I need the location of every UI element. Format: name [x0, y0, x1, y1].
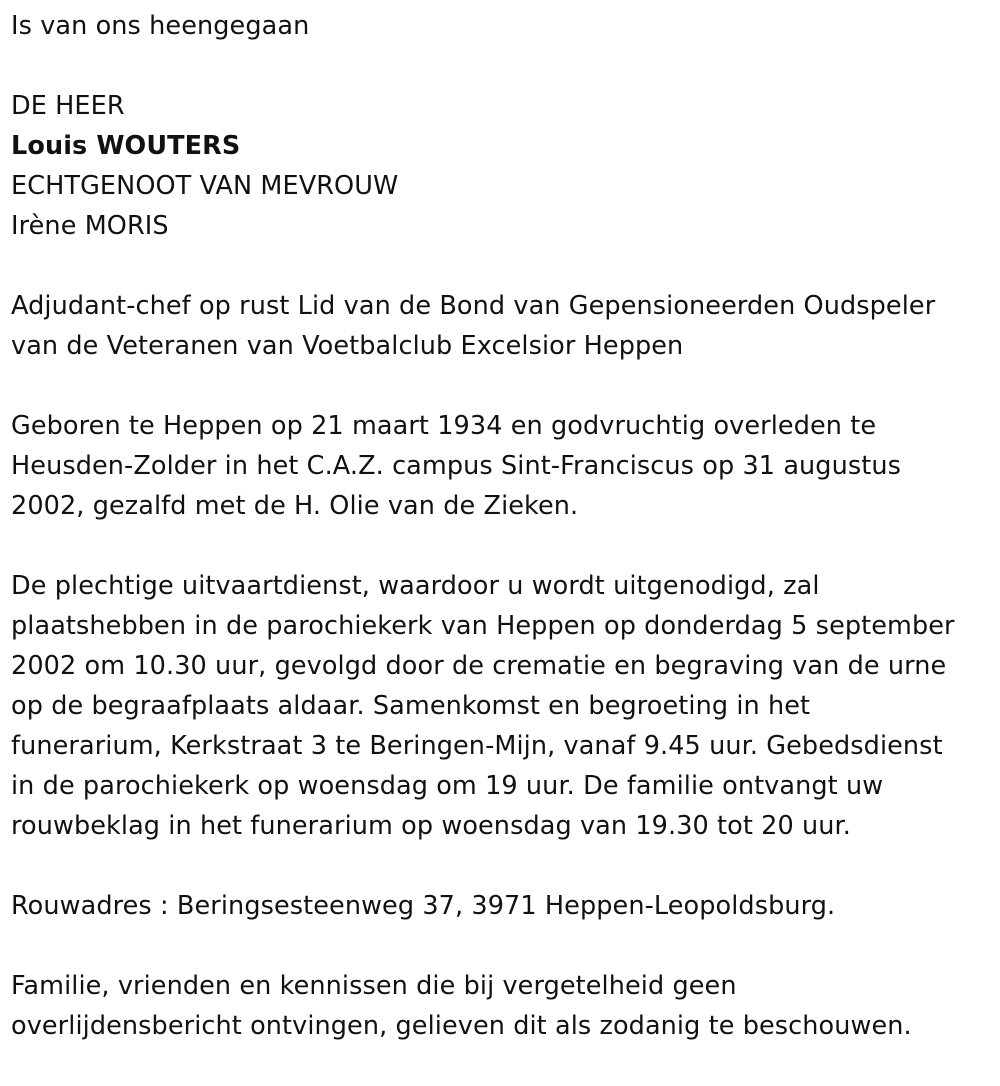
deceased-name: Louis WOUTERS: [11, 131, 241, 161]
biography-paragraph: [11, 286, 991, 366]
paragraph-line: De plechtige uitvaartdienst, waardoor u wordt uitgenodigd, zal: [11, 571, 820, 601]
death-notice: [11, 6, 991, 1046]
intro-text: Is van ons heengegaan: [11, 11, 310, 41]
spacer: [11, 246, 991, 286]
paragraph-line: in de parochiekerk op woensdag om 19 uur. De familie ontvangt uw: [11, 771, 884, 801]
closing-paragraph: [11, 966, 991, 1046]
spacer: [11, 526, 991, 566]
paragraph-line: Familie, vrienden en kennissen die bij vergetelheid geen: [11, 971, 737, 1001]
paragraph-line: van de Veteranen van Voetbalclub Excelsior Heppen: [11, 331, 684, 361]
paragraph-line: 2002 om 10.30 uur, gevolgd door de crematie en begraving van de urne: [11, 651, 947, 681]
spacer: [11, 366, 991, 406]
paragraph-line: Geboren te Heppen op 21 maart 1934 en godvruchtig overleden te: [11, 411, 877, 441]
spouse-name: Irène MORIS: [11, 211, 169, 241]
spouse-label: ECHTGENOOT VAN MEVROUW: [11, 171, 399, 201]
honorific: DE HEER: [11, 91, 125, 121]
funeral-service-paragraph: [11, 566, 991, 846]
paragraph-line: 2002, gezalfd met de H. Olie van de Zieken.: [11, 491, 579, 521]
spacer: [11, 846, 991, 886]
mourning-address: Rouwadres : Beringsesteenweg 37, 3971 Heppen-Leopoldsburg.: [11, 891, 836, 921]
paragraph-line: rouwbeklag in het funerarium op woensdag van 19.30 tot 20 uur.: [11, 811, 851, 841]
birth-death-paragraph: [11, 406, 991, 526]
paragraph-line: Adjudant-chef op rust Lid van de Bond van Gepensioneerden Oudspeler: [11, 291, 936, 321]
paragraph-line: plaatshebben in de parochiekerk van Heppen op donderdag 5 september: [11, 611, 955, 641]
paragraph-line: funerarium, Kerkstraat 3 te Beringen-Mijn, vanaf 9.45 uur. Gebedsdienst: [11, 731, 943, 761]
spacer: [11, 46, 991, 86]
paragraph-line: Heusden-Zolder in het C.A.Z. campus Sint-Franciscus op 31 augustus: [11, 451, 901, 481]
paragraph-line: op de begraafplaats aldaar. Samenkomst en begroeting in het: [11, 691, 811, 721]
spacer: [11, 926, 991, 966]
paragraph-line: overlijdensbericht ontvingen, gelieven dit als zodanig te beschouwen.: [11, 1011, 912, 1041]
